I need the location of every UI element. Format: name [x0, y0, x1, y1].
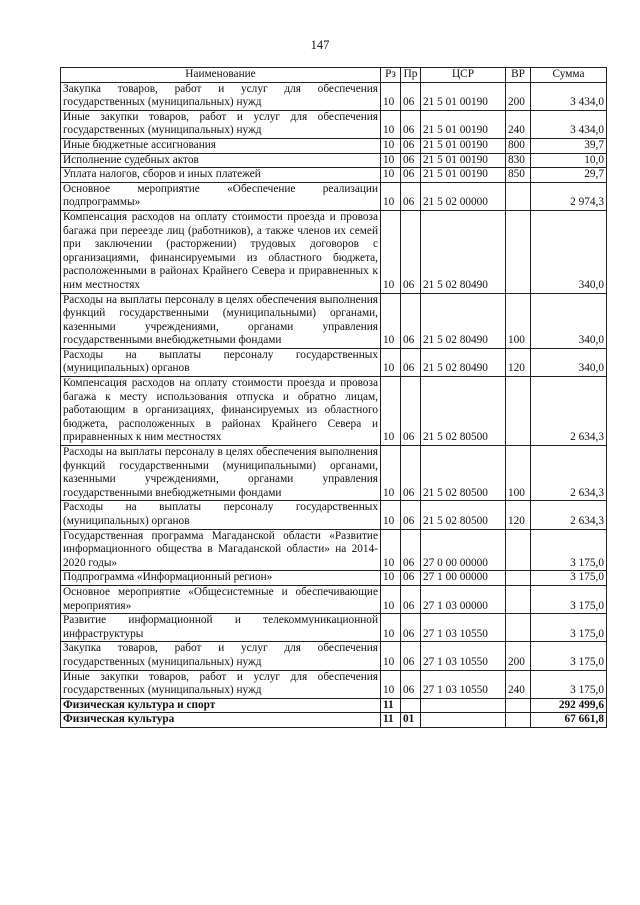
cell-vr	[506, 585, 531, 613]
cell-pr: 06	[401, 153, 421, 168]
cell-pr: 01	[401, 713, 421, 728]
table-row	[61, 168, 607, 183]
table-row	[61, 585, 607, 613]
cell-pr: 06	[401, 168, 421, 183]
cell-csr: 21 5 02 80500	[421, 446, 506, 501]
cell-csr: 21 5 02 00000	[421, 182, 506, 210]
table-row	[61, 377, 607, 446]
cell-vr: 850	[506, 168, 531, 183]
cell-vr	[506, 210, 531, 293]
cell-csr: 27 1 03 10550	[421, 642, 506, 670]
cell-pr: 06	[401, 182, 421, 210]
table-row	[61, 138, 607, 153]
cell-csr: 27 1 03 10550	[421, 614, 506, 642]
cell-sum: 39,7	[531, 138, 607, 153]
cell-csr: 21 5 02 80500	[421, 501, 506, 529]
cell-vr	[506, 571, 531, 586]
cell-name: Подпрограмма «Информационный регион»	[61, 571, 381, 586]
table-header	[61, 68, 607, 83]
cell-sum: 292 499,6	[531, 698, 607, 713]
cell-vr: 200	[506, 642, 531, 670]
cell-sum: 10,0	[531, 153, 607, 168]
cell-pr: 06	[401, 571, 421, 586]
cell-csr: 21 5 01 00190	[421, 82, 506, 110]
cell-csr: 21 5 01 00190	[421, 110, 506, 138]
cell-name: Расходы на выплаты персоналу в целях обеспечения выполнения функций государственными (муниципальными) органами, казенными учреждениями, органами управления государственными внебюджетными фондами	[61, 293, 381, 348]
cell-csr: 27 0 00 00000	[421, 529, 506, 571]
cell-rz: 10	[381, 182, 401, 210]
cell-rz: 10	[381, 501, 401, 529]
header-vr: ВР	[506, 68, 531, 83]
cell-rz: 10	[381, 377, 401, 446]
table-row	[61, 446, 607, 501]
table-row	[61, 501, 607, 529]
table-body	[61, 82, 607, 727]
table-row	[61, 529, 607, 571]
cell-csr: 27 1 00 00000	[421, 571, 506, 586]
cell-rz: 10	[381, 642, 401, 670]
cell-name: Исполнение судебных актов	[61, 153, 381, 168]
cell-vr	[506, 529, 531, 571]
table-row	[61, 210, 607, 293]
cell-sum: 3 175,0	[531, 571, 607, 586]
cell-rz: 10	[381, 571, 401, 586]
cell-pr: 06	[401, 348, 421, 376]
cell-sum: 2 634,3	[531, 377, 607, 446]
cell-rz: 10	[381, 293, 401, 348]
table-row	[61, 698, 607, 713]
cell-vr	[506, 182, 531, 210]
cell-name: Расходы на выплаты персоналу государственных (муниципальных) органов	[61, 348, 381, 376]
cell-name: Иные закупки товаров, работ и услуг для обеспечения государственных (муниципальных) нужд	[61, 670, 381, 698]
header-sum: Сумма	[531, 68, 607, 83]
cell-rz: 11	[381, 713, 401, 728]
cell-name: Закупка товаров, работ и услуг для обеспечения государственных (муниципальных) нужд	[61, 82, 381, 110]
cell-rz: 10	[381, 446, 401, 501]
cell-rz: 10	[381, 153, 401, 168]
cell-name: Иные бюджетные ассигнования	[61, 138, 381, 153]
header-row	[61, 68, 607, 83]
cell-csr: 21 5 02 80490	[421, 210, 506, 293]
cell-pr: 06	[401, 585, 421, 613]
cell-name: Компенсация расходов на оплату стоимости проезда и провоза багажа при переезде лиц (работников), а также членов их семей при заключении (расторжении) трудовых договоров с организациями, финансируемыми из областного бюджета, расположенными в районах Крайнего Севера и приравненных к ним местностях	[61, 210, 381, 293]
cell-sum: 3 175,0	[531, 670, 607, 698]
table-row	[61, 82, 607, 110]
cell-sum: 340,0	[531, 348, 607, 376]
header-csr: ЦСР	[421, 68, 506, 83]
cell-vr: 100	[506, 446, 531, 501]
cell-csr: 27 1 03 10550	[421, 670, 506, 698]
cell-vr: 800	[506, 138, 531, 153]
table-row	[61, 614, 607, 642]
cell-name: Физическая культура	[61, 713, 381, 728]
cell-csr	[421, 713, 506, 728]
cell-rz: 10	[381, 670, 401, 698]
cell-csr: 21 5 01 00190	[421, 153, 506, 168]
cell-csr: 21 5 02 80490	[421, 293, 506, 348]
cell-vr	[506, 377, 531, 446]
header-pr: Пр	[401, 68, 421, 83]
cell-pr: 06	[401, 138, 421, 153]
cell-rz: 11	[381, 698, 401, 713]
header-rz: Рз	[381, 68, 401, 83]
cell-rz: 10	[381, 168, 401, 183]
cell-pr: 06	[401, 82, 421, 110]
cell-vr: 120	[506, 348, 531, 376]
cell-rz: 10	[381, 585, 401, 613]
cell-sum: 3 434,0	[531, 110, 607, 138]
cell-pr: 06	[401, 377, 421, 446]
cell-csr: 21 5 02 80500	[421, 377, 506, 446]
cell-rz: 10	[381, 110, 401, 138]
cell-csr	[421, 698, 506, 713]
cell-name: Расходы на выплаты персоналу в целях обеспечения выполнения функций государственными (муниципальными) органами, казенными учреждениями, органами управления государственными внебюджетными фондами	[61, 446, 381, 501]
table-row	[61, 670, 607, 698]
cell-sum: 29,7	[531, 168, 607, 183]
cell-name: Развитие информационной и телекоммуникационной инфраструктуры	[61, 614, 381, 642]
cell-pr: 06	[401, 110, 421, 138]
cell-name: Уплата налогов, сборов и иных платежей	[61, 168, 381, 183]
cell-sum: 3 175,0	[531, 585, 607, 613]
cell-name: Государственная программа Магаданской области «Развитие информационного общества в Магаданской области» на 2014-2020 годы»	[61, 529, 381, 571]
cell-vr: 200	[506, 82, 531, 110]
cell-name: Компенсация расходов на оплату стоимости проезда и провоза багажа к месту использования отпуска и обратно лицам, работающим в организациях, финансируемых из областного бюджета, расположенных в районах Крайнего Севера и приравненных к ним местностях	[61, 377, 381, 446]
cell-vr: 830	[506, 153, 531, 168]
cell-pr: 06	[401, 529, 421, 571]
cell-name: Расходы на выплаты персоналу государственных (муниципальных) органов	[61, 501, 381, 529]
cell-pr: 06	[401, 293, 421, 348]
cell-rz: 10	[381, 348, 401, 376]
table-row	[61, 182, 607, 210]
cell-csr: 21 5 01 00190	[421, 138, 506, 153]
cell-vr: 240	[506, 670, 531, 698]
cell-pr: 06	[401, 501, 421, 529]
cell-name: Иные закупки товаров, работ и услуг для обеспечения государственных (муниципальных) нужд	[61, 110, 381, 138]
cell-pr: 06	[401, 210, 421, 293]
cell-name: Закупка товаров, работ и услуг для обеспечения государственных (муниципальных) нужд	[61, 642, 381, 670]
table-row	[61, 153, 607, 168]
cell-sum: 67 661,8	[531, 713, 607, 728]
cell-sum: 3 434,0	[531, 82, 607, 110]
table-row	[61, 348, 607, 376]
cell-pr: 06	[401, 670, 421, 698]
cell-name: Основное мероприятие «Обеспечение реализации подпрограммы»	[61, 182, 381, 210]
cell-pr: 06	[401, 446, 421, 501]
cell-sum: 3 175,0	[531, 642, 607, 670]
page-number: 147	[310, 38, 330, 52]
cell-vr	[506, 614, 531, 642]
cell-sum: 340,0	[531, 210, 607, 293]
cell-sum: 3 175,0	[531, 614, 607, 642]
cell-vr: 120	[506, 501, 531, 529]
cell-csr: 21 5 01 00190	[421, 168, 506, 183]
cell-name: Физическая культура и спорт	[61, 698, 381, 713]
cell-sum: 2 634,3	[531, 501, 607, 529]
header-name: Наименование	[61, 68, 381, 83]
table-row	[61, 642, 607, 670]
cell-sum: 340,0	[531, 293, 607, 348]
cell-rz: 10	[381, 529, 401, 571]
cell-rz: 10	[381, 614, 401, 642]
cell-sum: 3 175,0	[531, 529, 607, 571]
cell-sum: 2 634,3	[531, 446, 607, 501]
cell-csr: 21 5 02 80490	[421, 348, 506, 376]
cell-vr	[506, 713, 531, 728]
table-row	[61, 110, 607, 138]
table-row	[61, 571, 607, 586]
budget-table	[60, 67, 607, 728]
cell-rz: 10	[381, 82, 401, 110]
cell-vr	[506, 698, 531, 713]
table-row	[61, 713, 607, 728]
cell-pr	[401, 698, 421, 713]
cell-rz: 10	[381, 210, 401, 293]
cell-vr: 100	[506, 293, 531, 348]
cell-vr: 240	[506, 110, 531, 138]
cell-sum: 2 974,3	[531, 182, 607, 210]
cell-pr: 06	[401, 642, 421, 670]
cell-rz: 10	[381, 138, 401, 153]
cell-name: Основное мероприятие «Общесистемные и обеспечивающие мероприятия»	[61, 585, 381, 613]
cell-pr: 06	[401, 614, 421, 642]
cell-csr: 27 1 03 00000	[421, 585, 506, 613]
table-row	[61, 293, 607, 348]
